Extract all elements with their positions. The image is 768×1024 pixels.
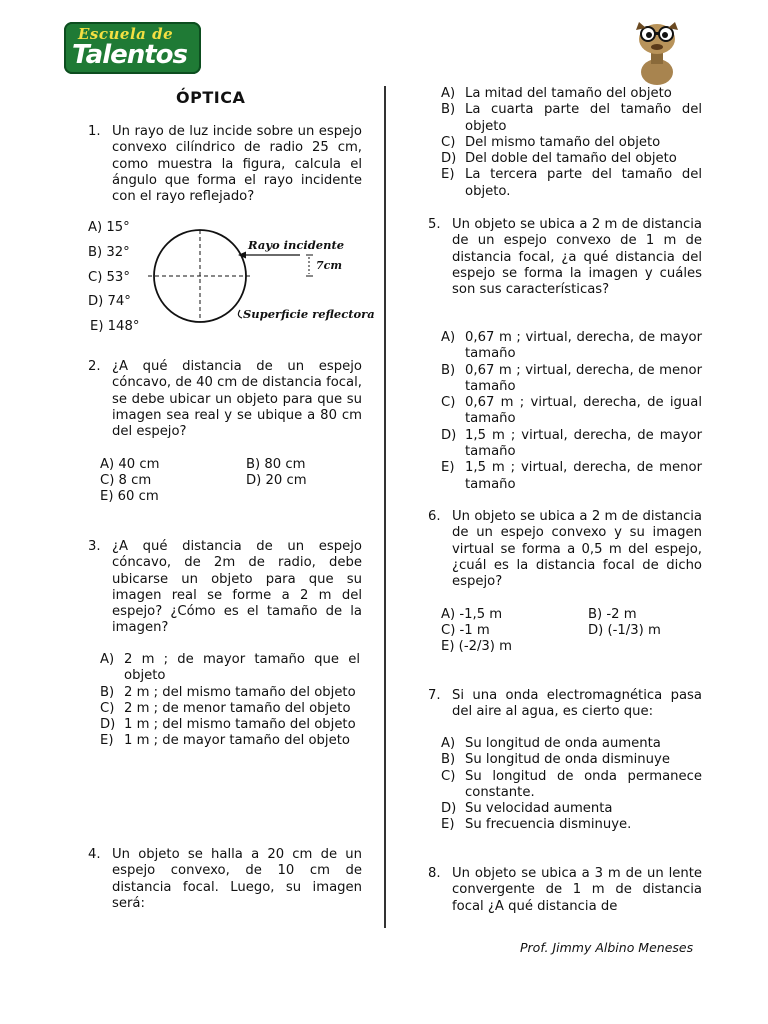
q7-options	[441, 736, 702, 834]
column-divider	[384, 86, 386, 928]
q2-option-b: B) 80 cm	[246, 457, 306, 472]
q5-options	[441, 330, 702, 493]
q5-option-e: E) 1,5 m ; virtual, derecha, de menor tamaño	[441, 460, 702, 492]
question-text: Si una onda electromagnética pasa del aire al agua, es cierto que:	[452, 688, 702, 720]
q1-option-e: E) 148°	[90, 319, 140, 334]
q3-option-a: A) 2 m ; de mayor tamaño que el objeto	[100, 652, 360, 684]
q3-option-b: B) 2 m ; del mismo tamaño del objeto	[100, 684, 356, 700]
q3-options	[100, 652, 360, 750]
mascot-image	[628, 14, 686, 86]
question-text: Un objeto se halla a 20 cm de un espejo convexo, de 10 cm de distancia focal. Luego, su imagen será:	[112, 847, 362, 911]
q2-option-d: D) 20 cm	[246, 473, 307, 488]
q2-option-e: E) 60 cm	[100, 489, 159, 504]
question-number: 1.	[88, 124, 101, 139]
q1-option-b: B) 32°	[88, 245, 130, 260]
q7-option-b: B) Su longitud de onda disminuye	[441, 752, 670, 768]
question-number: 7.	[428, 688, 441, 703]
question-text: Un rayo de luz incide sobre un espejo convexo cilíndrico de radio 25 cm, como muestra la figura, calcula el ángulo que forma el rayo incidente con el rayo reflejado?	[112, 124, 362, 205]
question-6	[428, 509, 702, 590]
q7-option-d: D) Su velocidad aumenta	[441, 801, 613, 817]
question-number: 2.	[88, 359, 101, 374]
question-number: 8.	[428, 866, 441, 881]
question-5	[428, 217, 702, 298]
question-4	[88, 847, 362, 912]
q7-option-c: C) Su longitud de onda permanece constante.	[441, 768, 702, 800]
question-text: ¿A qué distancia de un espejo cóncavo, de 40 cm de distancia focal, se debe ubicar un objeto para que su imagen sea real y se ubique a 80 cm del espejo?	[112, 359, 362, 440]
surface-pointer	[238, 310, 242, 318]
question-number: 6.	[428, 509, 441, 524]
q1-option-d: D) 74°	[88, 294, 131, 309]
question-3	[88, 539, 362, 637]
q3-option-e: E) 1 m ; de mayor tamaño del objeto	[100, 733, 350, 749]
q7-option-a: A) Su longitud de onda aumenta	[441, 736, 661, 751]
page-title: ÓPTICA	[176, 88, 246, 107]
question-text: ¿A qué distancia de un espejo cóncavo, de 2m de radio, debe ubicarse un objeto para que su imagen real se forme a 2 m del espejo? ¿Cómo es el tamaño de la imagen?	[112, 539, 362, 636]
question-number: 4.	[88, 847, 101, 862]
question-text: Un objeto se ubica a 3 m de un lente convergente de 1 m de distancia focal ¿A qué distancia de	[452, 866, 702, 914]
q1-option-a: A) 15°	[88, 220, 130, 235]
question-7	[428, 688, 702, 721]
fig-label-distance: 7cm	[316, 259, 342, 272]
q1-option-c: C) 53°	[88, 270, 130, 285]
logo-line-1: Escuela de	[78, 25, 174, 43]
q5-option-d: D) 1,5 m ; virtual, derecha, de mayor tamaño	[441, 427, 702, 460]
q6-option-b: B) -2 m	[588, 607, 637, 622]
q5-option-c: C) 0,67 m ; virtual, derecha, de igual tamaño	[441, 395, 702, 427]
fig-label-incident: Rayo incidente	[248, 238, 345, 252]
q4-option-e: E) La tercera parte del tamaño del objeto.	[441, 167, 702, 199]
q4-option-a: A) La mitad del tamaño del objeto	[441, 86, 672, 101]
q4-option-b: B) La cuarta parte del tamaño del objeto	[441, 102, 702, 134]
q2-option-a: A) 40 cm	[100, 457, 160, 472]
q6-option-a: A) -1,5 m	[441, 607, 503, 622]
author-footer: Prof. Jimmy Albino Meneses	[520, 940, 694, 955]
q4-option-d: D) Del doble del tamaño del objeto	[441, 151, 677, 167]
question-text: Un objeto se ubica a 2 m de distancia de un espejo convexo de 1 m de distancia focal, ¿a qué distancia del espejo se forma la imagen y cuáles son sus características?	[452, 217, 702, 298]
logo-line-2: Talentos	[72, 40, 188, 70]
q4-options	[441, 86, 702, 200]
question-number: 5.	[428, 217, 441, 232]
question-8	[428, 866, 702, 915]
q4-option-c: C) Del mismo tamaño del objeto	[441, 134, 661, 150]
q6-option-e: E) (-2/3) m	[441, 639, 512, 654]
question-1	[88, 124, 362, 205]
q6-option-c: C) -1 m	[441, 623, 490, 638]
q2-option-c: C) 8 cm	[100, 473, 152, 488]
fig-label-surface: Superficie reflectora	[243, 307, 375, 321]
q3-option-c: C) 2 m ; de menor tamaño del objeto	[100, 700, 351, 716]
q3-option-d: D) 1 m ; del mismo tamaño del objeto	[100, 717, 356, 733]
q6-option-d: D) (-1/3) m	[588, 623, 661, 638]
q5-option-b: B) 0,67 m ; virtual, derecha, de menor tamaño	[441, 362, 702, 394]
question-2	[88, 359, 362, 440]
school-logo	[64, 22, 201, 74]
question-number: 3.	[88, 539, 101, 554]
question-text: Un objeto se ubica a 2 m de distancia de un espejo convexo y su imagen virtual se forma a 0,5 m del espejo, ¿cuál es la distancia focal de dicho espejo?	[452, 509, 702, 590]
q7-option-e: E) Su frecuencia disminuye.	[441, 817, 632, 833]
q5-option-a: A) 0,67 m ; virtual, derecha, de mayor tamaño	[441, 330, 702, 362]
